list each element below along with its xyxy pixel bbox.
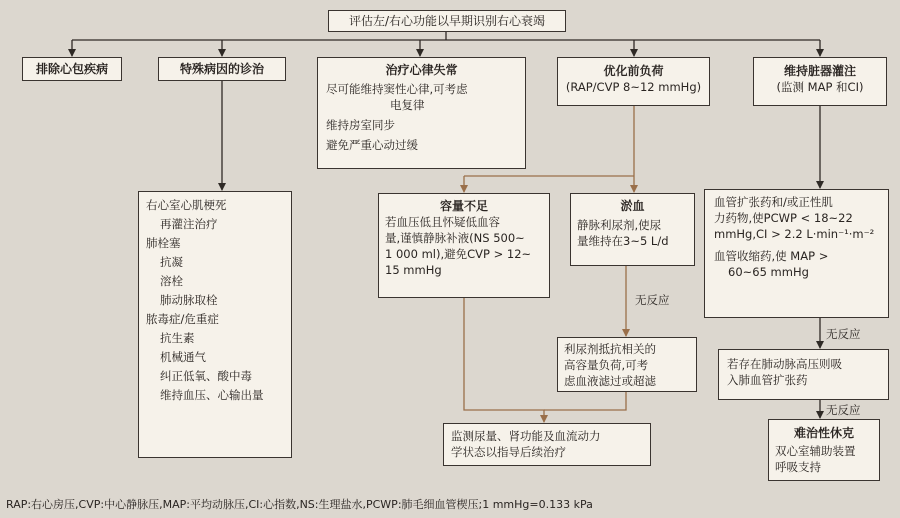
- congestion-box: [570, 193, 695, 266]
- special-item: 肺栓塞: [146, 236, 181, 250]
- no-response-label: 无反应: [826, 327, 861, 341]
- no-response-label: 无反应: [826, 403, 861, 417]
- monitor-line: 监测尿量、肾功能及血流动力: [451, 429, 601, 443]
- monitor-box: [443, 423, 651, 466]
- rhythm-line: 避免严重心动过缓: [326, 138, 418, 152]
- refractory-shock-title: 难治性休克: [793, 426, 854, 440]
- perfusion-sub: (监测 MAP 和CI): [776, 80, 864, 94]
- refractory-shock-line: 呼吸支持: [775, 460, 821, 474]
- special-item: 机械通气: [160, 350, 206, 364]
- congestion-line: 量维持在3~5 L/d: [577, 234, 669, 248]
- preload-sub: (RAP/CVP 8~12 mmHg): [565, 80, 702, 94]
- preload-box: [557, 57, 710, 106]
- rhythm-line: 尽可能维持窦性心律,可考虑: [326, 82, 468, 96]
- footnote: RAP:右心房压,CVP:中心静脉压,MAP:平均动脉压,CI:心指数,NS:生理盐水,PCWP:肺毛细血管楔压;1 mmHg=0.133 kPa: [6, 498, 593, 511]
- volume-low-box: [378, 193, 550, 298]
- special-item: 再灌注治疗: [160, 217, 218, 231]
- special-item: 纠正低氧、酸中毒: [160, 369, 252, 383]
- perfusion-title: 维持脏器灌注: [783, 64, 856, 78]
- connector: [544, 392, 626, 410]
- diuretic-resistance-line: 虑血液滤过或超滤: [564, 374, 656, 388]
- vasoactive-line: 血管收缩药,使 MAP >: [714, 249, 829, 263]
- special-item: 右心室心肌梗死: [146, 198, 227, 212]
- rhythm-line: 维持房室同步: [326, 118, 395, 132]
- connector: [464, 298, 544, 422]
- pulmonary-hypertension-line: 若存在肺动脉高压则吸: [727, 357, 842, 371]
- special-cause-list-box: [138, 191, 292, 458]
- pulmonary-hypertension-box: [718, 349, 889, 400]
- vasoactive-line: 力药物,使PCWP < 18~22: [714, 211, 853, 225]
- top-assessment-text: 评估左/右心功能以早期识别右心衰竭: [348, 14, 546, 28]
- rhythm-line: 电复律: [390, 98, 425, 112]
- special-item: 脓毒症/危重症: [146, 312, 219, 326]
- special-item: 溶栓: [160, 274, 183, 288]
- volume-low-line: 若血压低且怀疑低血容: [385, 215, 500, 229]
- vasoactive-line: 60~65 mmHg: [728, 265, 809, 279]
- vasoactive-line: mmHg,CI > 2.2 L·min⁻¹·m⁻²: [714, 227, 875, 241]
- diuretic-resistance-line: 高容量负荷,可考: [564, 358, 649, 372]
- preload-title: 优化前负荷: [603, 64, 664, 78]
- exclude-pericardial-box: [22, 57, 122, 81]
- vasoactive-box: [704, 189, 889, 318]
- congestion-title: 淤血: [620, 199, 645, 213]
- special-cause-title: 特殊病因的诊治: [179, 62, 264, 76]
- special-item: 维持血压、心输出量: [160, 388, 264, 402]
- congestion-line: 静脉利尿剂,使尿: [577, 218, 662, 232]
- refractory-shock-box: [768, 419, 880, 481]
- perfusion-box: [753, 57, 887, 106]
- exclude-pericardial-text: 排除心包疾病: [35, 62, 108, 76]
- special-item: 抗凝: [160, 255, 183, 269]
- vasoactive-line: 血管扩张药和/或正性肌: [714, 195, 833, 209]
- refractory-shock-line: 双心室辅助装置: [775, 444, 856, 458]
- rhythm-title: 治疗心律失常: [385, 63, 458, 77]
- volume-low-line: 15 mmHg: [385, 263, 442, 277]
- volume-low-line: 量,谨慎静脉补液(NS 500~: [385, 231, 525, 245]
- special-cause-box: [158, 57, 286, 81]
- diuretic-resistance-box: [557, 337, 697, 392]
- volume-low-line: 1 000 ml),避免CVP > 12~: [385, 247, 532, 261]
- top-assessment-box: [328, 10, 566, 32]
- pulmonary-hypertension-line: 入肺血管扩张药: [727, 373, 808, 387]
- diuretic-resistance-line: 利尿剂抵抗相关的: [564, 342, 656, 356]
- monitor-line: 学状态以指导后续治疗: [451, 445, 566, 459]
- rhythm-box: [317, 57, 526, 169]
- volume-low-title: 容量不足: [439, 199, 488, 213]
- no-response-label: 无反应: [635, 293, 670, 307]
- special-item: 抗生素: [160, 331, 195, 345]
- special-item: 肺动脉取栓: [160, 293, 218, 307]
